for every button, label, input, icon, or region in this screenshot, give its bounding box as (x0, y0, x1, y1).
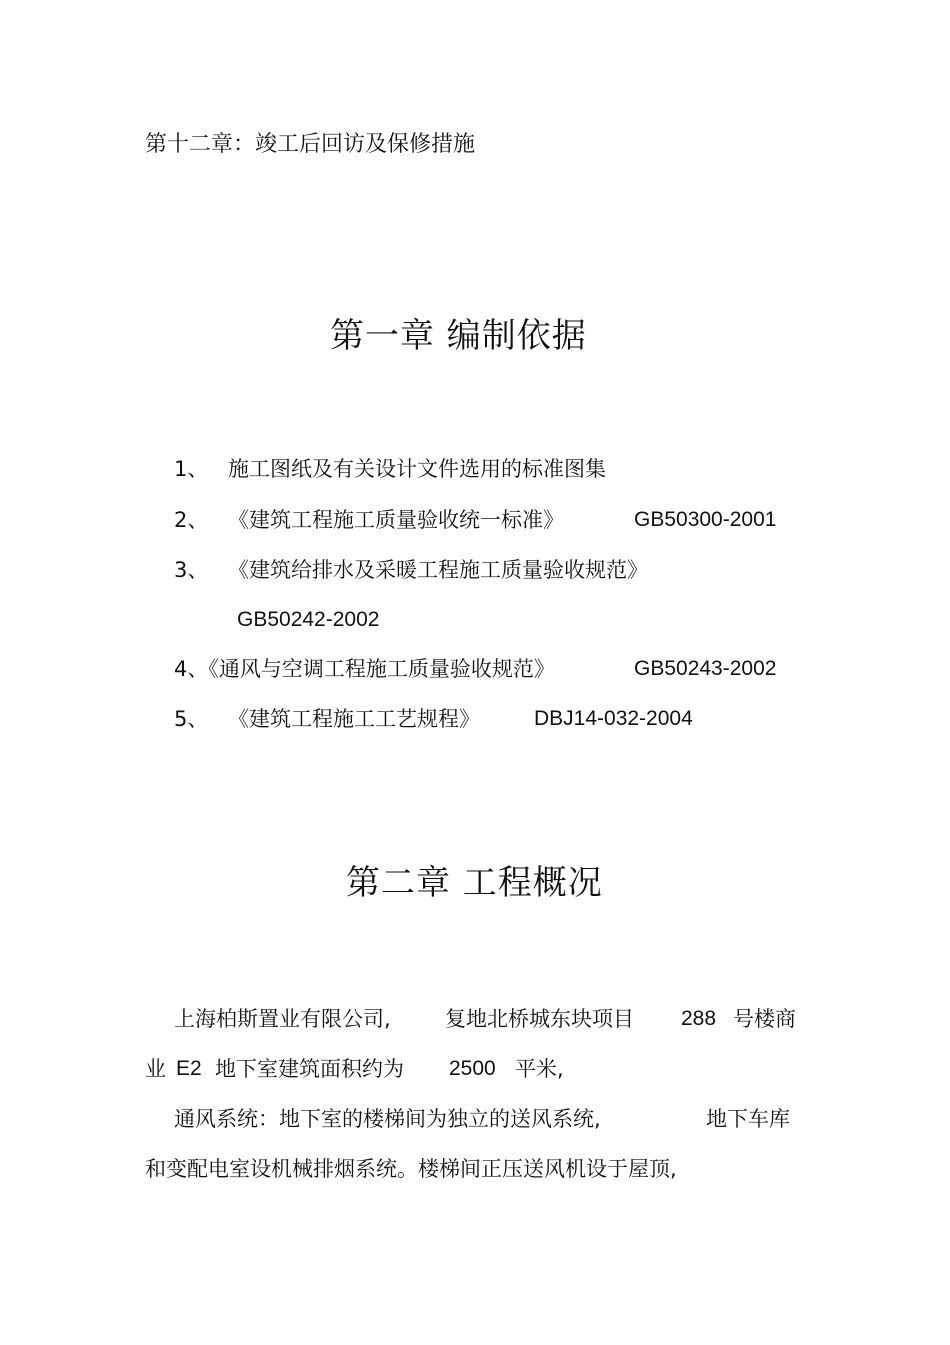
list-item-text: 《建筑工程施工质量验收统一标准》 (228, 508, 564, 532)
toc-entry-chapter-12: 第十二章：竣工后回访及保修措施 (145, 132, 476, 157)
chapter-1-title: 第一章 编制依据 (330, 316, 587, 356)
standard-code: DBJ14-032-2004 (534, 707, 693, 730)
paragraph-2-segment: 通风系统：地下室的楼梯间为独立的送风系统, (174, 1107, 601, 1131)
paragraph-1-segment: 业 (145, 1057, 166, 1081)
list-item-number: 1、 (174, 457, 209, 481)
list-item (174, 455, 606, 483)
list-item-number: 4、 (174, 657, 209, 681)
list-item-text: 《通风与空调工程施工质量验收规范》 (208, 657, 555, 681)
list-item (174, 506, 564, 534)
list-item-number: 5、 (174, 707, 209, 731)
paragraph-2-segment: 地下车库 (706, 1107, 790, 1131)
standard-code: GB50300-2001 (634, 508, 777, 531)
list-item (174, 655, 555, 683)
paragraph-1-segment: 平米, (515, 1057, 564, 1081)
paragraph-1-segment: E2 (176, 1057, 202, 1080)
standard-code: GB50243-2002 (634, 657, 777, 680)
list-item (174, 705, 480, 733)
list-item-number: 3、 (174, 558, 209, 582)
standard-code: GB50242-2002 (237, 608, 380, 631)
chapter-2-title: 第二章 工程概况 (346, 863, 603, 903)
paragraph-1-segment: 2500 (449, 1057, 496, 1080)
paragraph-1-segment: 复地北桥城东块项目 (445, 1007, 634, 1031)
list-item-number: 2、 (174, 508, 209, 532)
paragraph-1-segment: 地下室建筑面积约为 (215, 1057, 404, 1081)
list-item-text: 《建筑工程施工工艺规程》 (228, 707, 480, 731)
paragraph-1-segment: 288 (681, 1007, 717, 1030)
paragraph-1-segment: 号楼商 (733, 1007, 796, 1031)
paragraph-1-segment: 上海柏斯置业有限公司, (174, 1007, 391, 1031)
list-item-text: 施工图纸及有关设计文件选用的标准图集 (228, 457, 606, 481)
paragraph-2-segment: 和变配电室设机械排烟系统。楼梯间正压送风机设于屋顶, (145, 1157, 677, 1181)
list-item-text: 《建筑给排水及采暖工程施工质量验收规范》 (228, 558, 648, 582)
list-item (174, 556, 648, 584)
